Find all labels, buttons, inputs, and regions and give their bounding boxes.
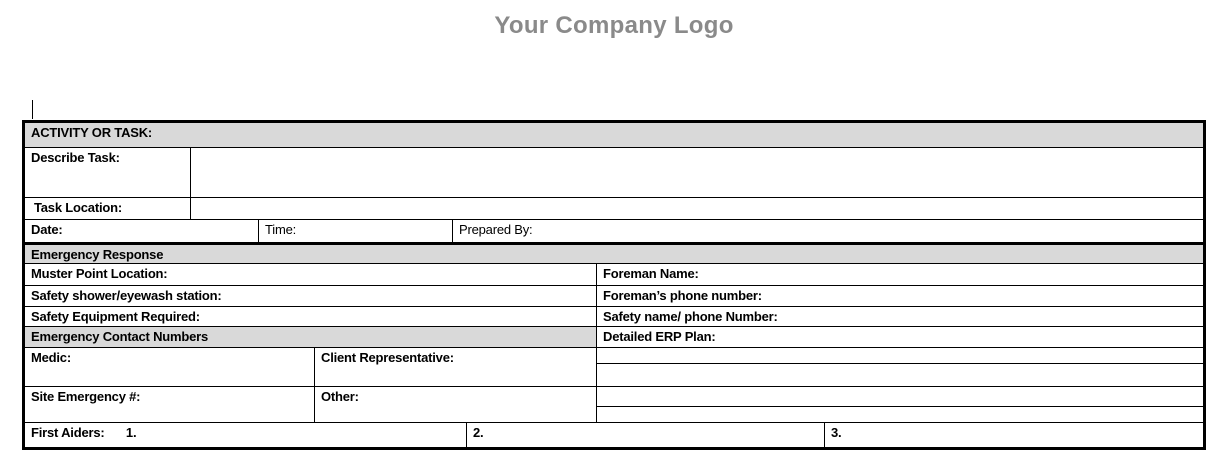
other-field-cell[interactable] — [315, 387, 597, 422]
table-row-contact-erp — [25, 327, 1203, 348]
other-label: Other: — [321, 389, 359, 404]
date-field-cell[interactable] — [25, 220, 259, 242]
first-aider-3-field-cell[interactable] — [825, 423, 1203, 447]
client-rep-label: Client Representative: — [321, 350, 454, 365]
detailed-erp-label: Detailed ERP Plan: — [603, 329, 716, 344]
site-emergency-field-cell[interactable] — [25, 387, 315, 422]
foreman-phone-label: Foreman’s phone number: — [603, 288, 762, 303]
table-row-emergency-response — [25, 245, 1203, 264]
erp-plan-line-2[interactable] — [597, 364, 1203, 386]
safety-name-phone-field-cell[interactable] — [597, 307, 1203, 326]
client-rep-field-cell[interactable] — [315, 348, 597, 386]
first-aider-1-field-cell[interactable] — [25, 423, 467, 447]
safety-equipment-field-cell[interactable] — [25, 307, 597, 326]
emergency-response-header-label: Emergency Response — [31, 247, 164, 262]
prepared-by-field-cell[interactable] — [453, 220, 1203, 242]
time-field-cell[interactable] — [259, 220, 453, 242]
safety-shower-field-cell[interactable] — [25, 286, 597, 306]
task-location-input[interactable] — [191, 198, 1203, 219]
first-aiders-label: First Aiders: — [31, 425, 105, 440]
safety-name-phone-label: Safety name/ phone Number: — [603, 309, 778, 324]
activity-header-cell[interactable] — [25, 123, 1203, 147]
detailed-erp-field-cell[interactable] — [597, 327, 1203, 347]
describe-task-label: Describe Task: — [31, 150, 120, 165]
table-row-medic-client — [25, 348, 1203, 387]
date-label: Date: — [31, 222, 63, 237]
task-location-label-cell — [25, 198, 191, 219]
emergency-response-header-cell — [25, 245, 1203, 263]
contact-numbers-header-cell — [25, 327, 597, 347]
safety-shower-label: Safety shower/eyewash station: — [31, 288, 222, 303]
muster-point-label: Muster Point Location: — [31, 266, 168, 281]
time-label: Time: — [265, 222, 297, 237]
medic-field-cell[interactable] — [25, 348, 315, 386]
foreman-name-label: Foreman Name: — [603, 266, 699, 281]
foreman-phone-field-cell[interactable] — [597, 286, 1203, 306]
table-row-task-location — [25, 198, 1203, 220]
first-aider-3-number: 3. — [831, 425, 842, 440]
prepared-by-label: Prepared By: — [459, 222, 533, 237]
contact-numbers-header-label: Emergency Contact Numbers — [31, 329, 209, 344]
site-emergency-label: Site Emergency #: — [31, 389, 141, 404]
table-row-shower-foremanphone — [25, 286, 1203, 307]
first-aider-2-number: 2. — [473, 425, 484, 440]
foreman-name-field-cell[interactable] — [597, 264, 1203, 285]
table-row-site-other — [25, 387, 1203, 423]
table-row-equipment-safetyname — [25, 307, 1203, 327]
erp-plan-lines-lower — [597, 387, 1203, 422]
medic-label: Medic: — [31, 350, 71, 365]
erp-plan-line-3[interactable] — [597, 387, 1203, 407]
table-row-first-aiders — [25, 423, 1203, 447]
table-row-date-time-prepared — [25, 220, 1203, 245]
erp-plan-line-1[interactable] — [597, 348, 1203, 364]
table-row-activity — [25, 123, 1203, 148]
safety-equipment-label: Safety Equipment Required: — [31, 309, 200, 324]
company-logo-placeholder: Your Company Logo — [494, 12, 734, 39]
describe-task-label-cell — [25, 148, 191, 197]
erp-plan-lines-upper — [597, 348, 1203, 386]
hazard-assessment-form-table — [22, 120, 1206, 450]
first-aider-1-number: 1. — [125, 425, 137, 440]
table-row-describe-task — [25, 148, 1203, 198]
muster-point-field-cell[interactable] — [25, 264, 597, 285]
first-aider-2-field-cell[interactable] — [467, 423, 825, 447]
describe-task-input[interactable] — [191, 148, 1203, 197]
task-location-label: Task Location: — [34, 200, 122, 215]
table-row-muster-foreman — [25, 264, 1203, 286]
erp-plan-line-4[interactable] — [597, 407, 1203, 422]
activity-header-label: ACTIVITY OR TASK: — [31, 125, 153, 140]
text-cursor-mark — [32, 100, 33, 119]
